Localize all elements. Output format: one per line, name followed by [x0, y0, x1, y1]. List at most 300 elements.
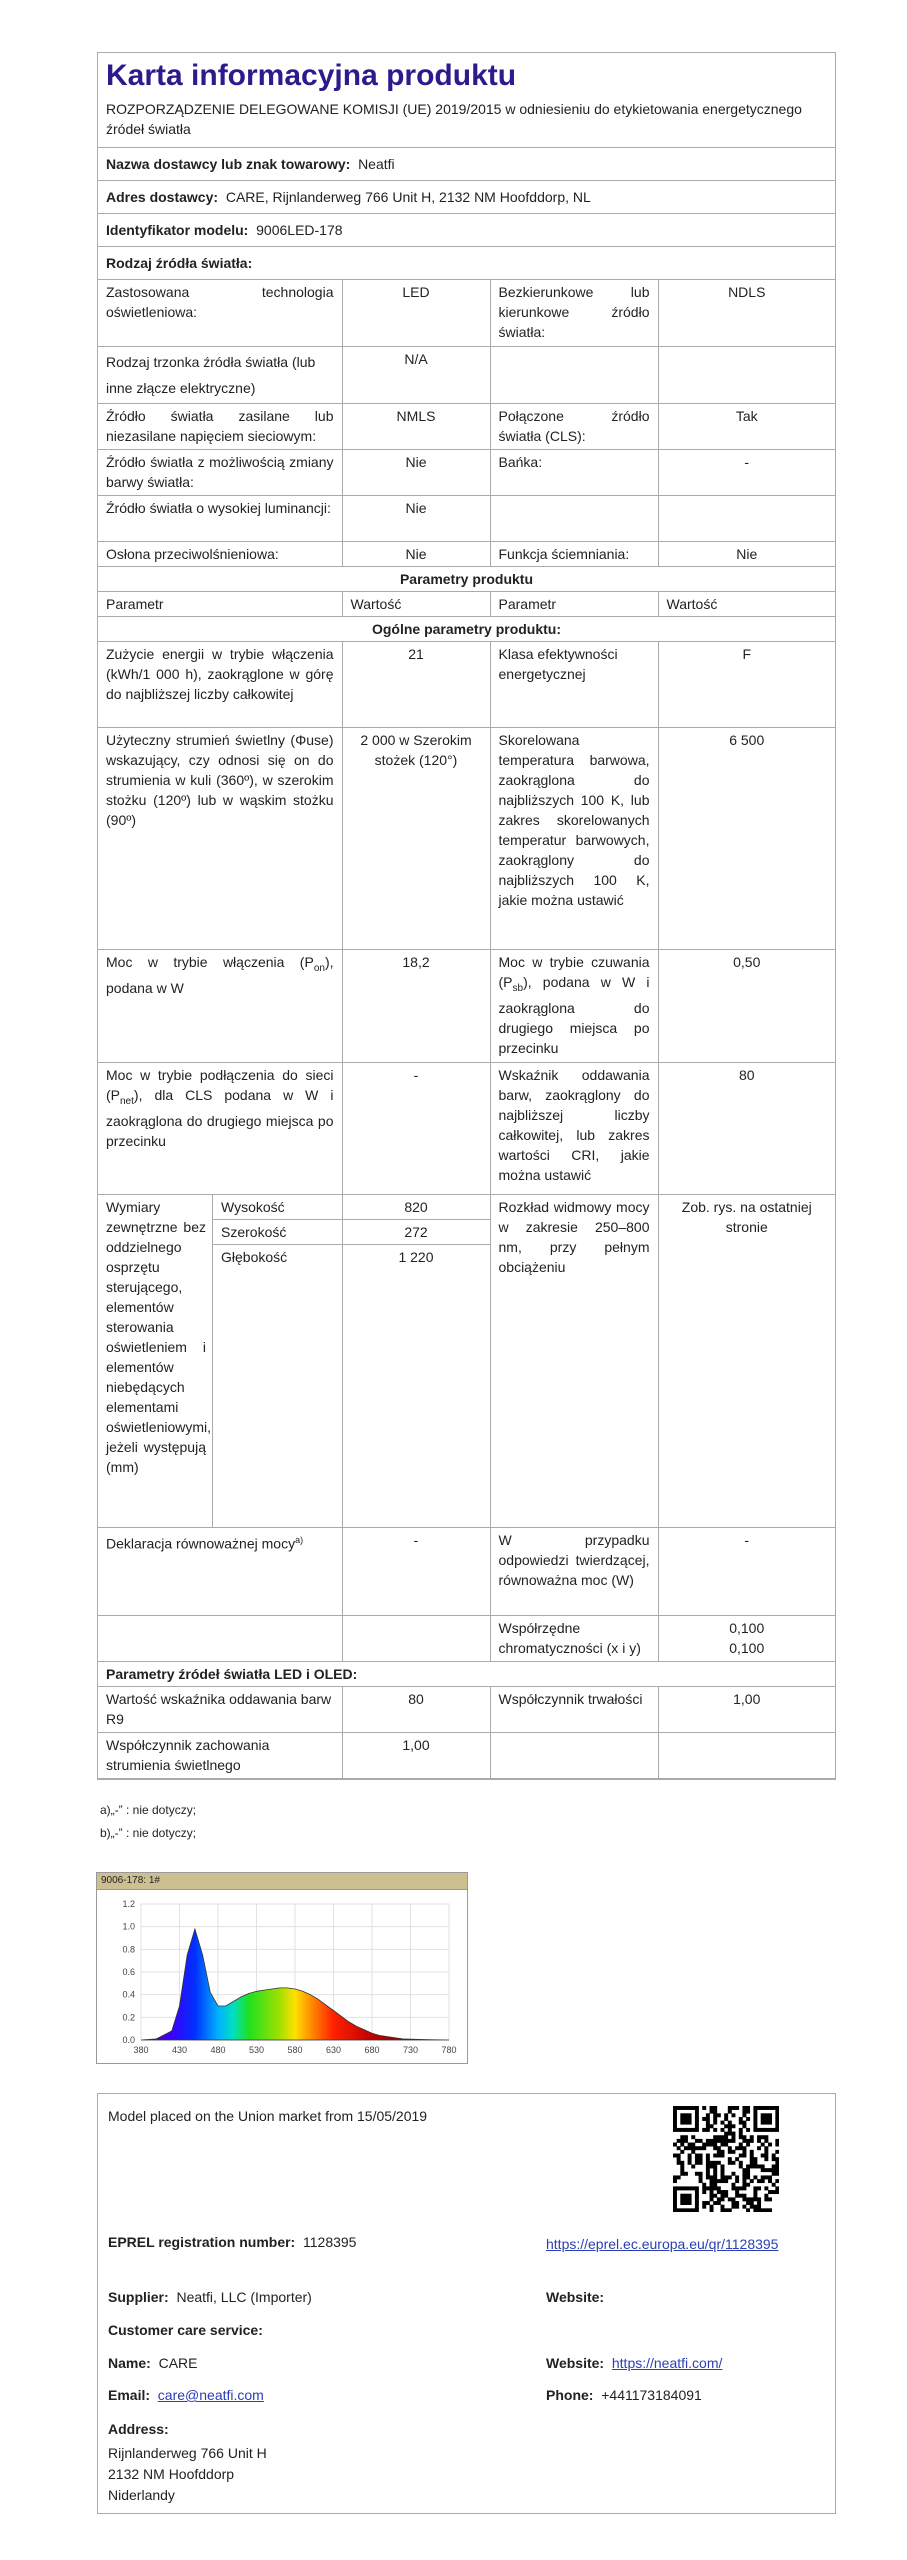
y-tick-label: 1.2: [122, 1899, 135, 1909]
param-cell: Bezkierunkowe lub kierunkowe źródło światła:: [490, 280, 658, 346]
qr-module: [706, 2128, 710, 2132]
qr-module: [775, 2117, 779, 2121]
qr-module: [735, 2205, 739, 2209]
qr-module: [717, 2150, 721, 2154]
qr-module: [695, 2172, 699, 2176]
qr-module: [768, 2113, 772, 2117]
value-cell: -: [342, 1527, 490, 1615]
qr-module: [721, 2139, 725, 2143]
qr-module: [735, 2106, 739, 2110]
qr-module: [775, 2179, 779, 2183]
qr-module: [775, 2139, 779, 2143]
qr-module: [688, 2154, 692, 2158]
qr-module: [706, 2121, 710, 2125]
y-tick-label: 0.6: [122, 1967, 135, 1977]
param-cell: Źródło światła z możliwością zmiany barwy światła:: [98, 449, 342, 495]
qr-module: [753, 2110, 757, 2114]
qr-module: [768, 2128, 772, 2132]
param-cell: Deklaracja równoważnej mocy$^{a)}$: [98, 1527, 342, 1615]
value-cell: 1,00: [658, 1686, 835, 1732]
qr-module: [680, 2150, 684, 2154]
qr-module: [746, 2143, 750, 2147]
qr-module: [706, 2168, 710, 2172]
qr-module: [702, 2201, 706, 2205]
qr-module: [713, 2113, 717, 2117]
value-cell: NMLS: [342, 403, 490, 449]
qr-module: [746, 2106, 750, 2110]
qr-module: [699, 2154, 703, 2158]
qr-module: [677, 2154, 681, 2158]
qr-module: [772, 2157, 776, 2161]
qr-module: [742, 2197, 746, 2201]
param-cell: Wartość wskaźnika oddawania barw R9: [98, 1686, 342, 1732]
qr-module: [691, 2135, 695, 2139]
qr-module: [761, 2154, 765, 2158]
qr-module: [772, 2164, 776, 2168]
qr-module: [688, 2146, 692, 2150]
qr-module: [673, 2208, 677, 2212]
qr-module: [757, 2179, 761, 2183]
qr-module: [772, 2106, 776, 2110]
qr-module: [742, 2113, 746, 2117]
qr-module: [673, 2106, 677, 2110]
qr-module: [684, 2146, 688, 2150]
qr-module: [739, 2161, 743, 2165]
model-label: Identyfikator modelu:: [106, 222, 249, 238]
qr-module: [699, 2161, 703, 2165]
qr-module: [757, 2208, 761, 2212]
column-header: Parametr: [98, 591, 342, 616]
qr-module: [753, 2194, 757, 2198]
qr-module: [680, 2121, 684, 2125]
qr-module: [728, 2128, 732, 2132]
qr-module: [761, 2143, 765, 2147]
qr-module: [710, 2143, 714, 2147]
qr-module: [695, 2190, 699, 2194]
qr-module: [731, 2201, 735, 2205]
qr-module: [684, 2139, 688, 2143]
qr-module: [746, 2201, 750, 2205]
qr-module: [713, 2186, 717, 2190]
qr-module: [699, 2146, 703, 2150]
qr-module: [728, 2124, 732, 2128]
qr-module: [764, 2197, 768, 2201]
qr-module: [688, 2186, 692, 2190]
qr-module: [684, 2128, 688, 2132]
qr-module: [728, 2110, 732, 2114]
eprel-row: EPREL registration number: 1128395: [108, 2234, 357, 2250]
qr-module: [702, 2205, 706, 2209]
footnote: a)„-” : nie dotyczy;: [100, 1803, 197, 1817]
value-cell: NDLS: [658, 280, 835, 346]
qr-module: [695, 2124, 699, 2128]
qr-module: [691, 2143, 695, 2147]
qr-module: [731, 2197, 735, 2201]
qr-module: [680, 2143, 684, 2147]
qr-module: [702, 2106, 706, 2110]
qr-module: [728, 2161, 732, 2165]
qr-module: [702, 2186, 706, 2190]
value-cell: -: [658, 449, 835, 495]
qr-module: [691, 2186, 695, 2190]
param-cell: Połączone źródło światła (CLS):: [490, 403, 658, 449]
address-line: Rijnlanderweg 766 Unit H: [108, 2445, 267, 2461]
column-header-row: [98, 591, 835, 616]
qr-module: [746, 2175, 750, 2179]
param-cell: Osłona przeciwolśnieniowa:: [98, 541, 342, 566]
qr-module: [688, 2201, 692, 2205]
value-cell: 2 000 w Szerokim stożek (120°): [342, 727, 490, 949]
value-cell: -: [342, 1062, 490, 1194]
qr-module: [691, 2150, 695, 2154]
qr-module: [739, 2121, 743, 2125]
value-cell: 21: [342, 641, 490, 727]
qr-module: [753, 2175, 757, 2179]
qr-module: [721, 2121, 725, 2125]
qr-module: [746, 2172, 750, 2176]
qr-module: [721, 2179, 725, 2183]
qr-module: [677, 2161, 681, 2165]
qr-module: [761, 2168, 765, 2172]
address-row: [98, 181, 835, 214]
value-cell: 18,2: [342, 949, 490, 1062]
qr-module: [680, 2194, 684, 2198]
param-cell: [490, 495, 658, 541]
qr-module: [713, 2164, 717, 2168]
qr-module: [761, 2164, 765, 2168]
qr-module: [684, 2172, 688, 2176]
param-cell: [98, 1615, 342, 1661]
qr-module: [677, 2146, 681, 2150]
qr-module: [710, 2161, 714, 2165]
qr-module: [706, 2201, 710, 2205]
qr-module: [717, 2146, 721, 2150]
table-row: [98, 641, 835, 727]
qr-module: [724, 2194, 728, 2198]
qr-module: [706, 2117, 710, 2121]
qr-module: [746, 2197, 750, 2201]
qr-module: [753, 2190, 757, 2194]
qr-module: [706, 2172, 710, 2176]
qr-module: [724, 2208, 728, 2212]
column-header: Wartość: [658, 591, 835, 616]
qr-module: [677, 2128, 681, 2132]
qr-module: [728, 2106, 732, 2110]
qr-module: [750, 2135, 754, 2139]
x-tick-label: 480: [210, 2045, 226, 2055]
qr-module: [710, 2106, 714, 2110]
qr-module: [688, 2194, 692, 2198]
qr-module: [713, 2154, 717, 2158]
table-row: [98, 1194, 835, 1527]
qr-module: [728, 2146, 732, 2150]
qr-module: [735, 2146, 739, 2150]
qr-module: [750, 2157, 754, 2161]
qr-module: [742, 2106, 746, 2110]
column-header: Parametr: [490, 591, 658, 616]
qr-module: [717, 2161, 721, 2165]
value-cell: 1,00: [342, 1732, 490, 1778]
qr-module: [724, 2179, 728, 2183]
param-cell: Skorelowana temperatura barwowa, zaokrąglona do najbliższych 100 K, lub zakres skorelowanych temperatur barwowych, zaokrąglony do najbliższych 100 K, jakie można ustawić: [490, 727, 658, 949]
product-info-card: [97, 2093, 836, 2514]
qr-module: [695, 2208, 699, 2212]
qr-module: [677, 2157, 681, 2161]
value-cell: Nie: [342, 541, 490, 566]
qr-module: [753, 2113, 757, 2117]
param-cell: Zużycie energii w trybie włączenia (kWh/1 000 h), zaokrąglone w górę do najbliższej liczby całkowitej: [98, 641, 342, 727]
param-cell: Współczynnik trwałości: [490, 1686, 658, 1732]
table-row: [98, 541, 835, 566]
qr-module: [706, 2161, 710, 2165]
qr-module: [731, 2161, 735, 2165]
qr-module: [739, 2143, 743, 2147]
param-cell: W przypadku odpowiedzi twierdzącej, równoważna moc (W): [490, 1527, 658, 1615]
qr-module: [757, 2139, 761, 2143]
qr-module: [673, 2194, 677, 2198]
qr-module: [753, 2208, 757, 2212]
qr-module: [717, 2179, 721, 2183]
qr-module: [721, 2190, 725, 2194]
qr-module: [699, 2175, 703, 2179]
qr-module: [764, 2139, 768, 2143]
qr-module: [713, 2194, 717, 2198]
value-cell: Nie: [658, 541, 835, 566]
address-label: Adres dostawcy:: [106, 189, 219, 205]
care-website: Website: https://neatfi.com/: [546, 2355, 723, 2371]
qr-module: [746, 2168, 750, 2172]
eprel-link[interactable]: https://eprel.ec.europa.eu/qr/1128395: [546, 2236, 779, 2252]
qr-module: [764, 2154, 768, 2158]
qr-module: [775, 2106, 779, 2110]
param-cell: Użyteczny strumień świetlny (Φuse) wskazujący, czy odnosi się on do strumienia w kuli (360º), w szerokim stożku (120º) lub w wąskim stożku (90º): [98, 727, 342, 949]
qr-module: [728, 2139, 732, 2143]
qr-module: [699, 2172, 703, 2176]
qr-module: [724, 2124, 728, 2128]
depth-value: 1 220: [398, 1248, 434, 1265]
supplier-value: Neatfi: [358, 156, 395, 172]
qr-module: [746, 2110, 750, 2114]
qr-module: [684, 2194, 688, 2198]
x-tick-label: 430: [171, 2045, 188, 2055]
qr-module: [721, 2205, 725, 2209]
qr-module: [761, 2121, 765, 2125]
qr-module: [761, 2135, 765, 2139]
qr-module: [713, 2135, 717, 2139]
qr-module: [728, 2132, 732, 2136]
qr-module: [695, 2186, 699, 2190]
qr-module: [775, 2190, 779, 2194]
qr-module: [742, 2139, 746, 2143]
qr-module: [721, 2197, 725, 2201]
x-tick-label: 380: [133, 2045, 149, 2055]
qr-module: [680, 2197, 684, 2201]
qr-module: [746, 2128, 750, 2132]
qr-module: [706, 2186, 710, 2190]
qr-module: [724, 2135, 728, 2139]
qr-module: [673, 2110, 677, 2114]
qr-module: [768, 2121, 772, 2125]
qr-module: [684, 2121, 688, 2125]
spectrum-svg: [97, 1890, 467, 2062]
qr-module: [673, 2154, 677, 2158]
qr-module: [761, 2106, 765, 2110]
qr-module: [717, 2186, 721, 2190]
value-cell: 0,100 0,100: [658, 1615, 835, 1661]
regulation-text: ROZPORZĄDZENIE DELEGOWANE KOMISJI (UE) 2019/2015 w odniesieniu do etykietowania energetycznego źródeł światła: [98, 95, 835, 148]
qr-module: [753, 2164, 757, 2168]
qr-module: [673, 2128, 677, 2132]
chart-header: 9006-178: 1#: [97, 1873, 467, 1890]
qr-module: [695, 2201, 699, 2205]
qr-module: [702, 2117, 706, 2121]
qr-module: [684, 2117, 688, 2121]
qr-module: [688, 2143, 692, 2147]
address-line: Niderlandy: [108, 2487, 175, 2503]
qr-module: [746, 2117, 750, 2121]
qr-module: [753, 2205, 757, 2209]
qr-module: [680, 2106, 684, 2110]
qr-module: [680, 2161, 684, 2165]
qr-module: [731, 2132, 735, 2136]
qr-module: [688, 2161, 692, 2165]
qr-module: [739, 2132, 743, 2136]
qr-module: [731, 2135, 735, 2139]
qr-module: [753, 2197, 757, 2201]
model-value: 9006LED-178: [256, 222, 343, 238]
model-row: [98, 214, 835, 247]
qr-module: [691, 2146, 695, 2150]
qr-module: [761, 2113, 765, 2117]
value-cell: Nie: [342, 495, 490, 541]
qr-module: [695, 2197, 699, 2201]
qr-module: [742, 2186, 746, 2190]
qr-module: [680, 2128, 684, 2132]
width-label: Szerokość: [213, 1220, 342, 1245]
email-link[interactable]: care@neatfi.com: [157, 2387, 264, 2403]
qr-module: [695, 2161, 699, 2165]
qr-module: [695, 2154, 699, 2158]
qr-module: [710, 2183, 714, 2187]
qr-module: [757, 2128, 761, 2132]
qr-module: [753, 2157, 757, 2161]
qr-module: [742, 2121, 746, 2125]
qr-module: [757, 2197, 761, 2201]
qr-module: [695, 2157, 699, 2161]
qr-module: [721, 2150, 725, 2154]
address-value: CARE, Rijnlanderweg 766 Unit H, 2132 NM Hoofddorp, NL: [225, 189, 591, 205]
dimensions-label: Wymiary zewnętrzne bez oddzielnego osprzętu sterującego, elementów sterowania oświetleniem i elementów niebędących elementami oświetleniowymi, jeżeli występują (mm): [98, 1195, 213, 1527]
qr-module: [764, 2175, 768, 2179]
qr-module: [713, 2128, 717, 2132]
qr-module: [695, 2146, 699, 2150]
qr-module: [775, 2113, 779, 2117]
qr-module: [699, 2157, 703, 2161]
qr-module: [673, 2186, 677, 2190]
qr-module: [735, 2201, 739, 2205]
qr-module: [721, 2194, 725, 2198]
qr-module: [728, 2150, 732, 2154]
qr-module: [713, 2146, 717, 2150]
qr-module: [699, 2139, 703, 2143]
qr-module: [764, 2186, 768, 2190]
spectrum-chart: [96, 1872, 468, 2064]
qr-module: [713, 2172, 717, 2176]
qr-module: [695, 2139, 699, 2143]
qr-module: [695, 2110, 699, 2114]
qr-module: [721, 2172, 725, 2176]
qr-module: [731, 2139, 735, 2143]
column-header: Wartość: [342, 591, 490, 616]
qr-code-icon[interactable]: [673, 2106, 779, 2212]
qr-module: [739, 2164, 743, 2168]
qr-module: [680, 2168, 684, 2172]
qr-module: [677, 2186, 681, 2190]
address-heading: Address:: [108, 2421, 169, 2437]
care-email: Email: care@neatfi.com: [108, 2387, 264, 2403]
value-cell: N/A: [342, 346, 490, 403]
qr-module: [702, 2128, 706, 2132]
website-label: Website:: [546, 2289, 605, 2305]
qr-module: [721, 2208, 725, 2212]
qr-module: [761, 2117, 765, 2121]
qr-module: [717, 2135, 721, 2139]
qr-module: [673, 2201, 677, 2205]
table-row: [98, 280, 835, 346]
value-cell: F: [658, 641, 835, 727]
qr-module: [724, 2190, 728, 2194]
qr-module: [750, 2164, 754, 2168]
qr-module: [739, 2194, 743, 2198]
qr-module: [684, 2208, 688, 2212]
table-row: [98, 1062, 835, 1194]
y-tick-label: 0.0: [122, 2035, 135, 2045]
qr-module: [772, 2172, 776, 2176]
qr-module: [706, 2113, 710, 2117]
qr-module: [775, 2168, 779, 2172]
qr-module: [742, 2175, 746, 2179]
qr-module: [680, 2117, 684, 2121]
qr-module: [673, 2124, 677, 2128]
qr-module: [721, 2168, 725, 2172]
qr-module: [717, 2197, 721, 2201]
qr-module: [728, 2157, 732, 2161]
care-name: Name: CARE: [108, 2355, 198, 2371]
y-tick-label: 0.8: [122, 1944, 135, 1955]
qr-module: [742, 2168, 746, 2172]
qr-module: [710, 2197, 714, 2201]
qr-module: [753, 2124, 757, 2128]
qr-module: [746, 2183, 750, 2187]
section-heading: Parametry źródeł światła LED i OLED:: [98, 1661, 835, 1686]
qr-module: [750, 2154, 754, 2158]
qr-module: [742, 2183, 746, 2187]
supplier-info: Supplier: Neatfi, LLC (Importer): [108, 2289, 312, 2305]
qr-module: [713, 2110, 717, 2114]
qr-module: [731, 2186, 735, 2190]
qr-module: [684, 2197, 688, 2201]
qr-module: [680, 2139, 684, 2143]
qr-module: [702, 2143, 706, 2147]
qr-module: [706, 2175, 710, 2179]
qr-module: [688, 2157, 692, 2161]
param-cell: Klasa efektywności energetycznej: [490, 641, 658, 727]
product-information-sheet: [97, 52, 836, 1780]
qr-module: [713, 2121, 717, 2125]
qr-module: [695, 2113, 699, 2117]
qr-module: [710, 2186, 714, 2190]
website-link[interactable]: https://neatfi.com/: [611, 2355, 723, 2371]
